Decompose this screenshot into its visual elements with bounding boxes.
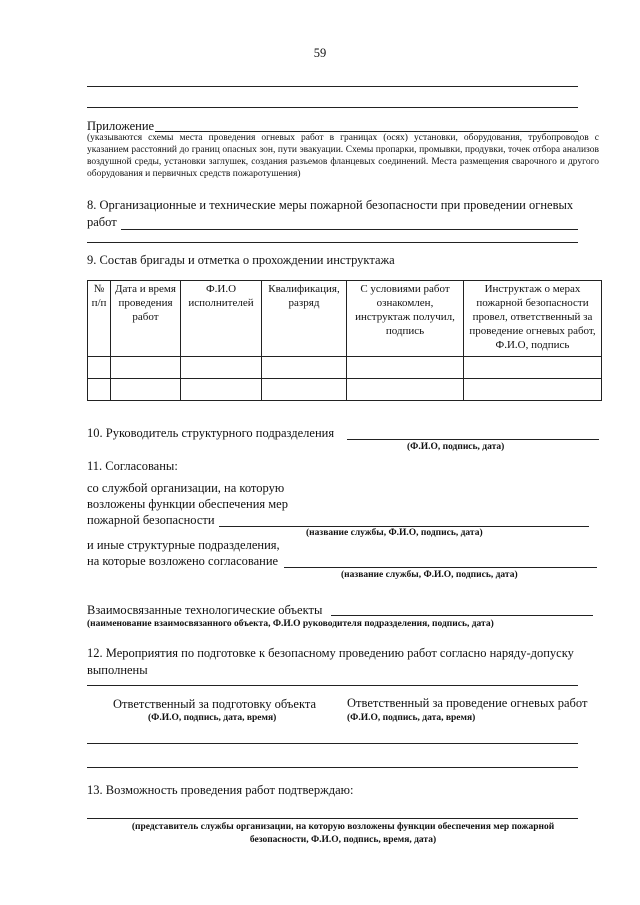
section12-blank-line[interactable]: [87, 685, 578, 686]
related-blank-line[interactable]: [331, 615, 593, 616]
section13-blank-line[interactable]: [87, 818, 578, 819]
table-cell[interactable]: [111, 379, 181, 401]
section10-blank-line[interactable]: [347, 439, 599, 440]
table-cell[interactable]: [111, 357, 181, 379]
service-line3: пожарной безопасности: [87, 513, 215, 527]
col-header-name: Ф.И.О исполнителей: [181, 281, 262, 357]
table-header-row: [88, 281, 602, 357]
section8-blank-line[interactable]: [121, 229, 578, 230]
blank-line[interactable]: [87, 86, 578, 87]
other-blank-line[interactable]: [284, 567, 597, 568]
table-cell[interactable]: [181, 379, 262, 401]
other-line2: на которые возложено согласование: [87, 554, 279, 568]
table-cell[interactable]: [464, 357, 602, 379]
table-cell[interactable]: [347, 379, 464, 401]
brigade-table: [87, 280, 602, 401]
section9-title: 9. Состав бригады и отметка о прохождении инструктажа: [87, 253, 395, 267]
section13-title: 13. Возможность проведения работ подтверждаю:: [87, 783, 354, 797]
signature-blank-line[interactable]: [87, 767, 578, 768]
table-row: [88, 379, 602, 401]
col-header-date: Дата и время проведения работ: [111, 281, 181, 357]
resp-fire-caption: (Ф.И.О, подпись, дата, время): [347, 713, 476, 723]
table-row: [88, 357, 602, 379]
table-cell[interactable]: [262, 357, 347, 379]
related-label: Взаимосвязанные технологические объекты: [87, 603, 323, 617]
appendix-label: Приложение: [87, 119, 155, 133]
service-line2: возложены функции обеспечения мер: [87, 497, 288, 511]
resp-prep-label: Ответственный за подготовку объекта: [113, 697, 317, 711]
other-line1: и иные структурные подразделения,: [87, 538, 280, 552]
col-header-briefing-given: Инструктаж о мерах пожарной безопасности провел, ответственный за проведение огневых работ, Ф.И.О, подпись: [464, 281, 602, 357]
section10-label: 10. Руководитель структурного подразделения: [87, 426, 335, 440]
service-line1: со службой организации, на которую: [87, 481, 285, 495]
section8-label: работ: [87, 215, 117, 229]
section13-caption-line1: (представитель службы организации, на которую возложены функции обеспечения мер пожарной: [131, 822, 555, 832]
col-header-qualification: Квалификация, разряд: [262, 281, 347, 357]
col-header-briefing-received: С условиями работ ознакомлен, инструктаж получил, подпись: [347, 281, 464, 357]
signature-blank-line[interactable]: [87, 743, 578, 744]
table-cell[interactable]: [347, 357, 464, 379]
section8-blank-line[interactable]: [87, 242, 578, 243]
section10-caption: (Ф.И.О, подпись, дата): [407, 442, 505, 452]
table-cell[interactable]: [181, 357, 262, 379]
resp-prep-caption: (Ф.И.О, подпись, дата, время): [148, 713, 277, 723]
related-caption: (наименование взаимосвязанного объекта, Ф.И.О руководителя подразделения, подпись, дата): [87, 619, 494, 629]
resp-fire-label: Ответственный за проведение огневых работ: [347, 696, 588, 710]
service-caption: (название службы, Ф.И.О, подпись, дата): [306, 528, 483, 538]
appendix-note: (указываются схемы места проведения огневых работ в границах (осях) установки, оборудования, трубопроводов с указанием расстояний до границ опасных зон, пути эвакуации. Схемы пропарки, промывки, продувки, точек отбора анализов воздушной среды, установки заглушек, создания разъемов фланцевых соединений. Места размещения сварочного и другого оборудования и первичных средств пожаротушения): [87, 133, 599, 179]
other-caption: (название службы, Ф.И.О, подпись, дата): [341, 570, 518, 580]
table-cell[interactable]: [262, 379, 347, 401]
section13-caption-line2: безопасности, Ф.И.О, подпись, время, дата): [249, 835, 437, 845]
table-cell[interactable]: [464, 379, 602, 401]
page-number: 59: [313, 46, 327, 60]
section12-heading: 12. Мероприятия по подготовке к безопасному проведению работ согласно наряду-допуску: [87, 646, 574, 660]
table-cell[interactable]: [88, 357, 111, 379]
section8-heading: 8. Организационные и технические меры пожарной безопасности при проведении огневых: [87, 198, 574, 212]
col-header-number: № п/п: [88, 281, 111, 357]
section11-title: 11. Согласованы:: [87, 459, 178, 473]
blank-line[interactable]: [87, 107, 578, 108]
section12-heading-cont: выполнены: [87, 663, 148, 677]
table-cell[interactable]: [88, 379, 111, 401]
